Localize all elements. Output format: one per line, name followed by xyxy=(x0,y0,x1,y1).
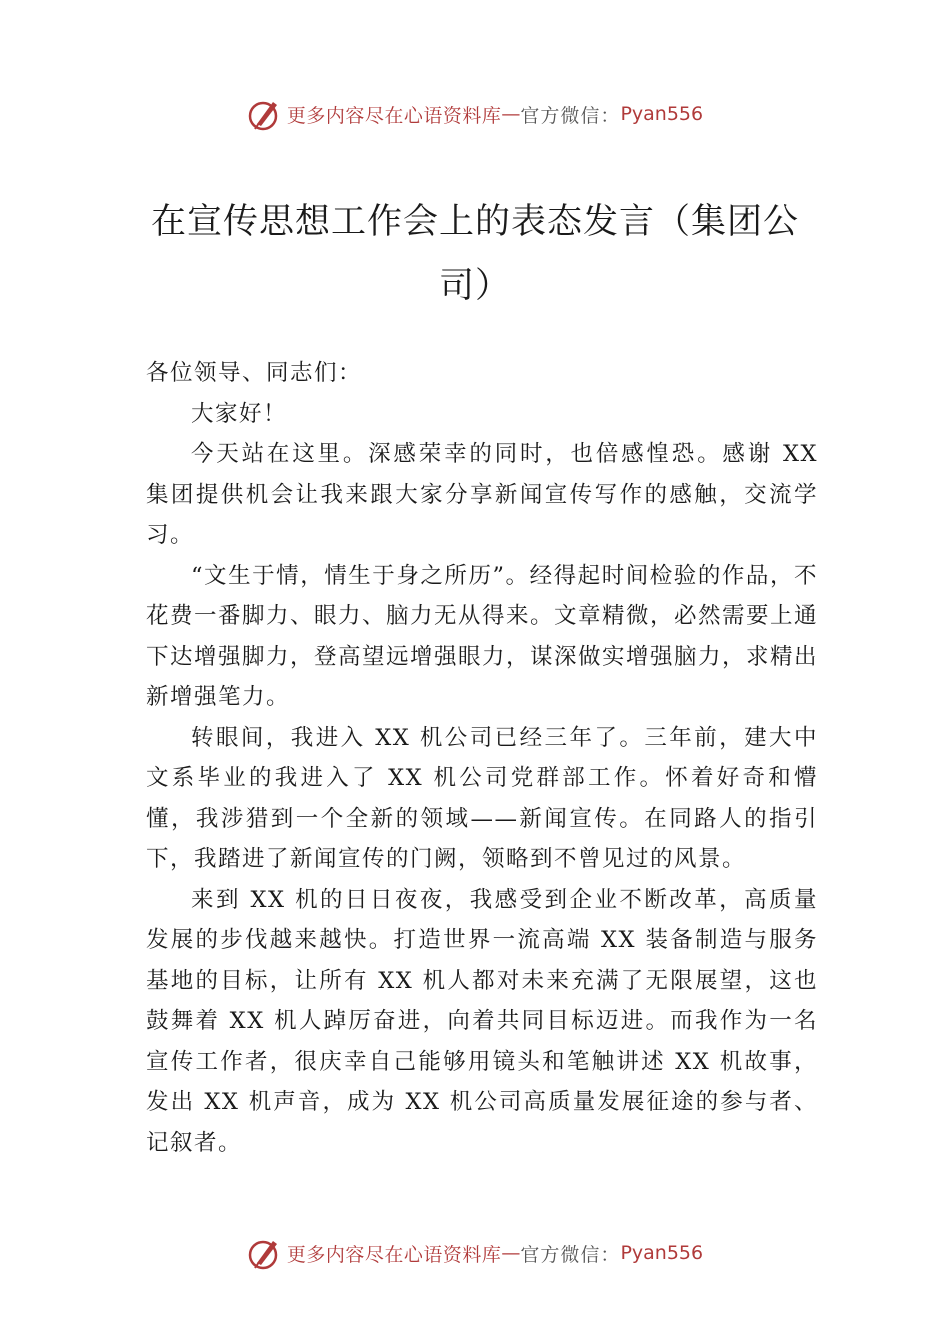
paragraph: 转眼间，我进入 XX 机公司已经三年了。三年前，建大中文系毕业的我进入了 XX 机公司党群部工作。怀着好奇和懵懂，我涉猎到一个全新的领域——新闻宣传。在同路人的指引下，我踏进了新闻宣传的门阙，领略到不曾见过的风景。 xyxy=(146,724,818,872)
paragraph: 来到 XX 机的日日夜夜，我感受到企业不断改革，高质量发展的步伐越来越快。打造世界一流高端 XX 装备制造与服务基地的目标，让所有 XX 机人都对未来充满了无限展望，这也鼓舞着 XX 机人踔厉奋进，向着共同目标迈进。而我作为一名宣传工作者，很庆幸自己能够用镜头和笔触讲述 XX 机故事，发出 XX 机声音，成为 XX 机公司高质量发展征途的参与者、记叙者。 xyxy=(146,886,818,1156)
paragraph: “文生于情，情生于身之所历”。经得起时间检验的作品，不花费一番脚力、眼力、脑力无从得来。文章精微，必然需要上通下达增强脚力，登高望远增强眼力，谋深做实增强脑力，求精出新增强笔力。 xyxy=(146,562,819,710)
banner-wechat-label: 官方微信： xyxy=(520,104,621,127)
header-banner xyxy=(0,94,950,134)
banner-separator: — xyxy=(501,103,521,125)
footer-banner xyxy=(0,1233,950,1273)
document-title: 在宣传思想工作会上的表态发言（集团公司） xyxy=(150,202,799,306)
salutation: 各位领导、同志们： xyxy=(146,360,363,386)
banner-brand: 更多内容尽在心语资料库 xyxy=(286,104,502,127)
banner-wechat-id: Pyan556 xyxy=(620,103,704,125)
paragraph: 今天站在这里。深感荣幸的同时，也倍感惶恐。感谢 XX 集团提供机会让我来跟大家分享新闻宣传写作的感触，交流学习。 xyxy=(146,441,818,548)
banner-wechat-id: Pyan556 xyxy=(620,1242,704,1264)
quill-pen-logo-icon xyxy=(247,96,283,132)
quill-pen-logo-icon xyxy=(247,1235,283,1271)
banner-wechat-label: 官方微信： xyxy=(520,1243,621,1266)
document-body xyxy=(146,353,818,1163)
banner-separator: — xyxy=(501,1242,521,1264)
paragraph: 大家好！ xyxy=(191,400,288,427)
banner-brand: 更多内容尽在心语资料库 xyxy=(286,1243,502,1266)
